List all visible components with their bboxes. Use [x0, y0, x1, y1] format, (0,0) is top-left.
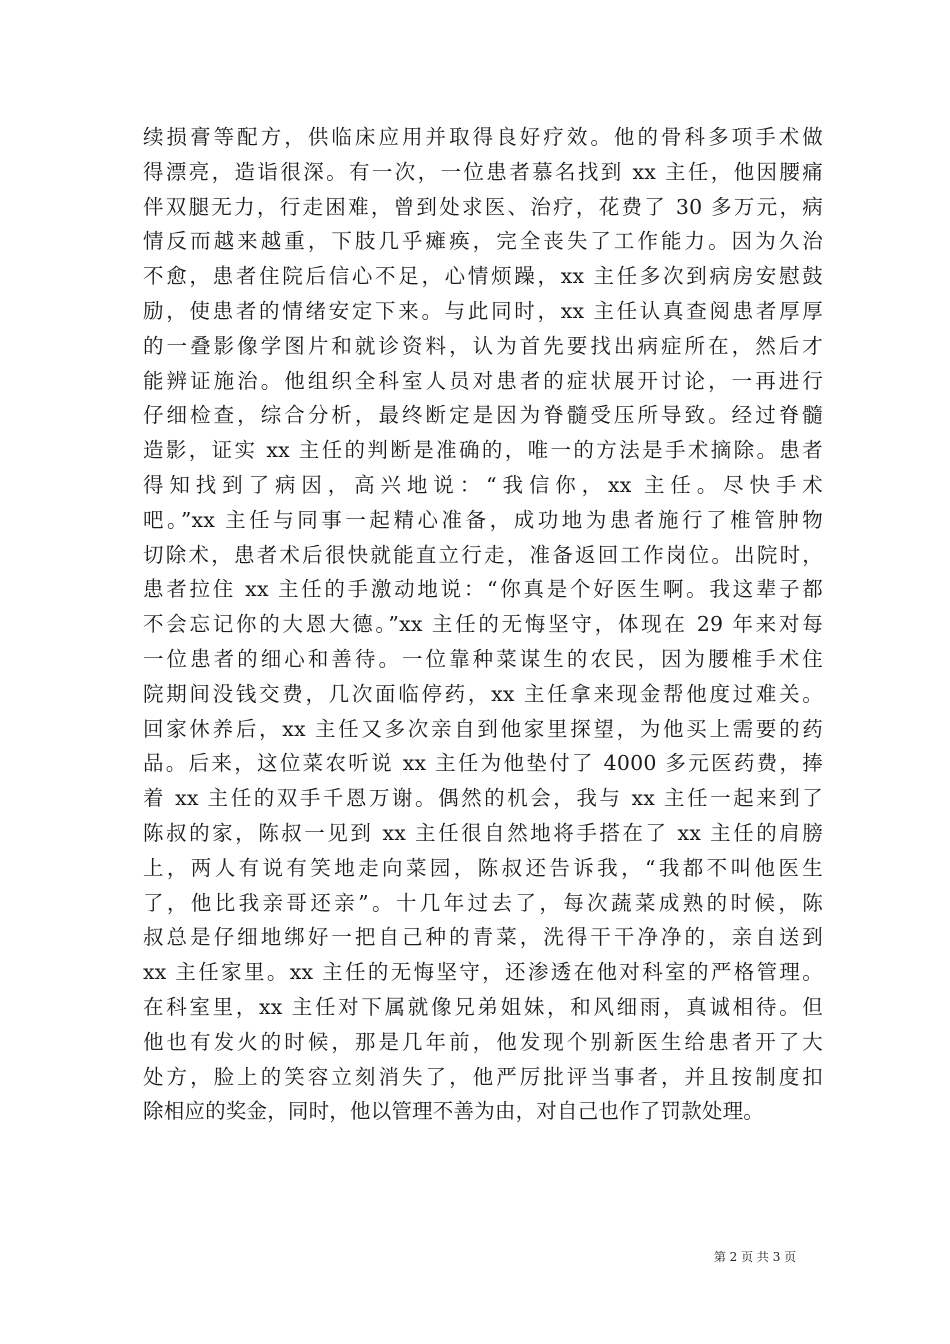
text-line: 吧。”xx 主任与同事一起精心准备，成功地为患者施行了椎管肿物: [143, 507, 823, 532]
text-line: 励，使患者的情绪安定下来。与此同时，xx 主任认真查阅患者厚厚: [143, 298, 823, 323]
text-line: 叔总是仔细地绑好一把自己种的青菜，洗得干干净净的，亲自送到: [143, 925, 823, 950]
text-line: 情反而越来越重，下肢几乎瘫痪，完全丧失了工作能力。因为久治: [143, 229, 823, 254]
text-line: 不愈，患者住院后信心不足，心情烦躁，xx 主任多次到病房安慰鼓: [143, 264, 823, 289]
text-line: 上，两人有说有笑地走向菜园，陈叔还告诉我，“我都不叫他医生: [143, 855, 823, 880]
text-line: xx 主任家里。xx 主任的无悔坚守，还渗透在他对科室的严格管理。: [143, 960, 823, 985]
text-line: 了，他比我亲哥还亲”。十几年过去了，每次蔬菜成熟的时候，陈: [143, 890, 823, 915]
text-line: 伴双腿无力，行走困难，曾到处求医、治疗，花费了 30 多万元，病: [143, 194, 823, 219]
text-line: 着 xx 主任的双手千恩万谢。偶然的机会，我与 xx 主任一起来到了: [143, 786, 823, 811]
page-number: 第 2 页 共 3 页: [713, 1250, 797, 1264]
text-line: 得知找到了病因，高兴地说：“我信你，xx 主任。尽快手术: [143, 472, 823, 497]
text-line: 不会忘记你的大恩大德。”xx 主任的无悔坚守，体现在 29 年来对每: [143, 612, 823, 637]
text-line: 在科室里，xx 主任对下属就像兄弟姐妹，和风细雨，真诚相待。但: [143, 994, 823, 1019]
text-line: 品。后来，这位菜农听说 xx 主任为他垫付了 4000 多元医药费，捧: [143, 751, 823, 776]
text-line: 处方，脸上的笑容立刻消失了，他严厉批评当事者，并且按制度扣: [143, 1064, 823, 1089]
text-line: 患者拉住 xx 主任的手激动地说：“你真是个好医生啊。我这辈子都: [143, 577, 823, 602]
text-line: 回家休养后，xx 主任又多次亲自到他家里探望，为他买上需要的药: [143, 716, 823, 741]
text-line: 切除术，患者术后很快就能直立行走，准备返回工作岗位。出院时，: [143, 542, 823, 567]
text-line: 他也有发火的时候，那是几年前，他发现个别新医生给患者开了大: [143, 1029, 823, 1054]
text-line: 能辨证施治。他组织全科室人员对患者的症状展开讨论，一再进行: [143, 368, 823, 393]
text-line: 仔细检查，综合分析，最终断定是因为脊髓受压所导致。经过脊髓: [143, 403, 823, 428]
text-line: 除相应的奖金，同时，他以管理不善为由，对自己也作了罚款处理。: [143, 1099, 764, 1124]
text-line: 一位患者的细心和善待。一位靠种菜谋生的农民，因为腰椎手术住: [143, 646, 823, 671]
text-line: 续损膏等配方，供临床应用并取得良好疗效。他的骨科多项手术做: [143, 125, 823, 149]
body-text: [143, 120, 823, 1129]
text-line: 的一叠影像学图片和就诊资料，认为首先要找出病症所在，然后才: [143, 333, 823, 358]
text-line: 造影，证实 xx 主任的判断是准确的，唯一的方法是手术摘除。患者: [143, 438, 823, 463]
text-line: 得漂亮，造诣很深。有一次，一位患者慕名找到 xx 主任，他因腰痛: [143, 159, 823, 184]
text-line: 陈叔的家，陈叔一见到 xx 主任很自然地将手搭在了 xx 主任的肩膀: [143, 820, 823, 845]
text-line: 院期间没钱交费，几次面临停药，xx 主任拿来现金帮他度过难关。: [143, 681, 823, 706]
